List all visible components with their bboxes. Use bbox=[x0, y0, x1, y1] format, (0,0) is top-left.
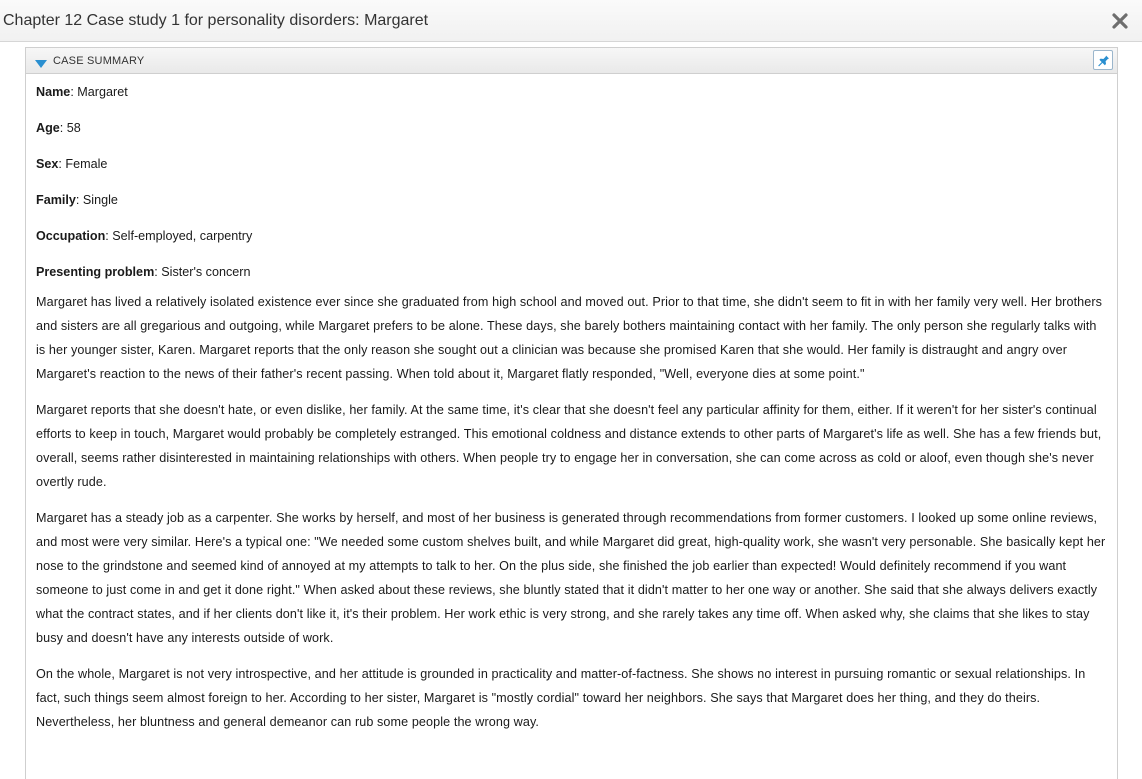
field-label: Family bbox=[36, 193, 76, 207]
field-value: : Margaret bbox=[70, 85, 128, 99]
field-name bbox=[36, 74, 1107, 110]
narrative-paragraph: Margaret has a steady job as a carpenter. She works by herself, and most of her business is generated through recommendations from former customers. I looked up some online reviews, and most were very similar. Here's a typical one: "We needed some custom shelves built, and while Margaret did great, high-quality work, she wasn't very personable. She basically kept her nose to the grindstone and seemed kind of annoyed at my attempts to talk to her. On the plus side, she finished the job earlier than expected! Would definitely recommend if you want someone to just come in and get it done right." When asked about these reviews, she bluntly stated that it didn't matter to her one way or another. She said that she always delivers exactly what the contract states, and if her clients don't like it, it's their problem. Her work ethic is very strong, and she rarely takes any time off. When asked why, she claims that she likes to stay busy and doesn't have any interests outside of work. bbox=[36, 511, 1106, 645]
panel-header bbox=[26, 48, 1117, 74]
field-label: Age bbox=[36, 121, 60, 135]
demographics-list bbox=[36, 74, 1107, 290]
field-presenting-problem bbox=[36, 254, 1107, 290]
narrative-paragraph: On the whole, Margaret is not very introspective, and her attitude is grounded in practicality and matter-of-factness. She shows no interest in pursuing romantic or sexual relationships. In fact, such things seem almost foreign to her. According to her sister, Margaret is "mostly cordial" toward her neighbors. She says that Margaret does her thing, and they do theirs. Nevertheless, her bluntness and general demeanor can rub some people the wrong way. bbox=[36, 667, 1086, 729]
title-bar bbox=[0, 0, 1142, 42]
window-title: Chapter 12 Case study 1 for personality disorders: Margaret bbox=[3, 12, 429, 29]
field-value: : Self-employed, carpentry bbox=[105, 229, 253, 243]
field-label: Presenting problem bbox=[36, 265, 155, 279]
field-value: : Sister's concern bbox=[154, 265, 251, 279]
case-summary-panel bbox=[25, 47, 1118, 779]
pin-button[interactable] bbox=[1093, 50, 1113, 70]
field-value: : Single bbox=[75, 193, 118, 207]
case-summary-content bbox=[26, 74, 1117, 734]
field-sex bbox=[36, 146, 1107, 182]
field-value: : 58 bbox=[59, 121, 81, 135]
close-icon[interactable] bbox=[1109, 10, 1131, 32]
narrative-paragraph: Margaret reports that she doesn't hate, or even dislike, her family. At the same time, it's clear that she doesn't feel any particular affinity for them, either. If it weren't for her sister's continual efforts to keep in touch, Margaret would probably be completely estranged. This emotional coldness and distance extends to other parts of Margaret's life as well. She has a few friends but, overall, seems rather disinterested in maintaining relationships with others. When people try to engage her in conversation, she can come across as cold or aloof, even though she's never overtly rude. bbox=[36, 403, 1102, 489]
field-age bbox=[36, 110, 1107, 146]
case-narrative bbox=[36, 290, 1107, 734]
panel-title: CASE SUMMARY bbox=[53, 55, 145, 67]
field-occupation bbox=[36, 218, 1107, 254]
pin-icon bbox=[1096, 53, 1110, 67]
field-label: Sex bbox=[36, 157, 59, 171]
field-label: Occupation bbox=[36, 229, 106, 243]
narrative-paragraph: Margaret has lived a relatively isolated existence ever since she graduated from high school and moved out. Prior to that time, she didn't seem to fit in with her family very well. Her brothers and sisters are all gregarious and outgoing, while Margaret prefers to be alone. These days, she barely bothers maintaining contact with her family. The only person she regularly talks with is her younger sister, Karen. Margaret reports that the only reason she sought out a clinician was because she promised Karen that she would. Her family is distraught and angry over Margaret's reaction to the news of their father's recent passing. When told about it, Margaret flatly responded, "Well, everyone dies at some point." bbox=[36, 295, 1103, 381]
field-label: Name bbox=[36, 85, 71, 99]
triangle-down-icon[interactable] bbox=[34, 56, 48, 66]
field-family bbox=[36, 182, 1107, 218]
field-value: : Female bbox=[58, 157, 108, 171]
